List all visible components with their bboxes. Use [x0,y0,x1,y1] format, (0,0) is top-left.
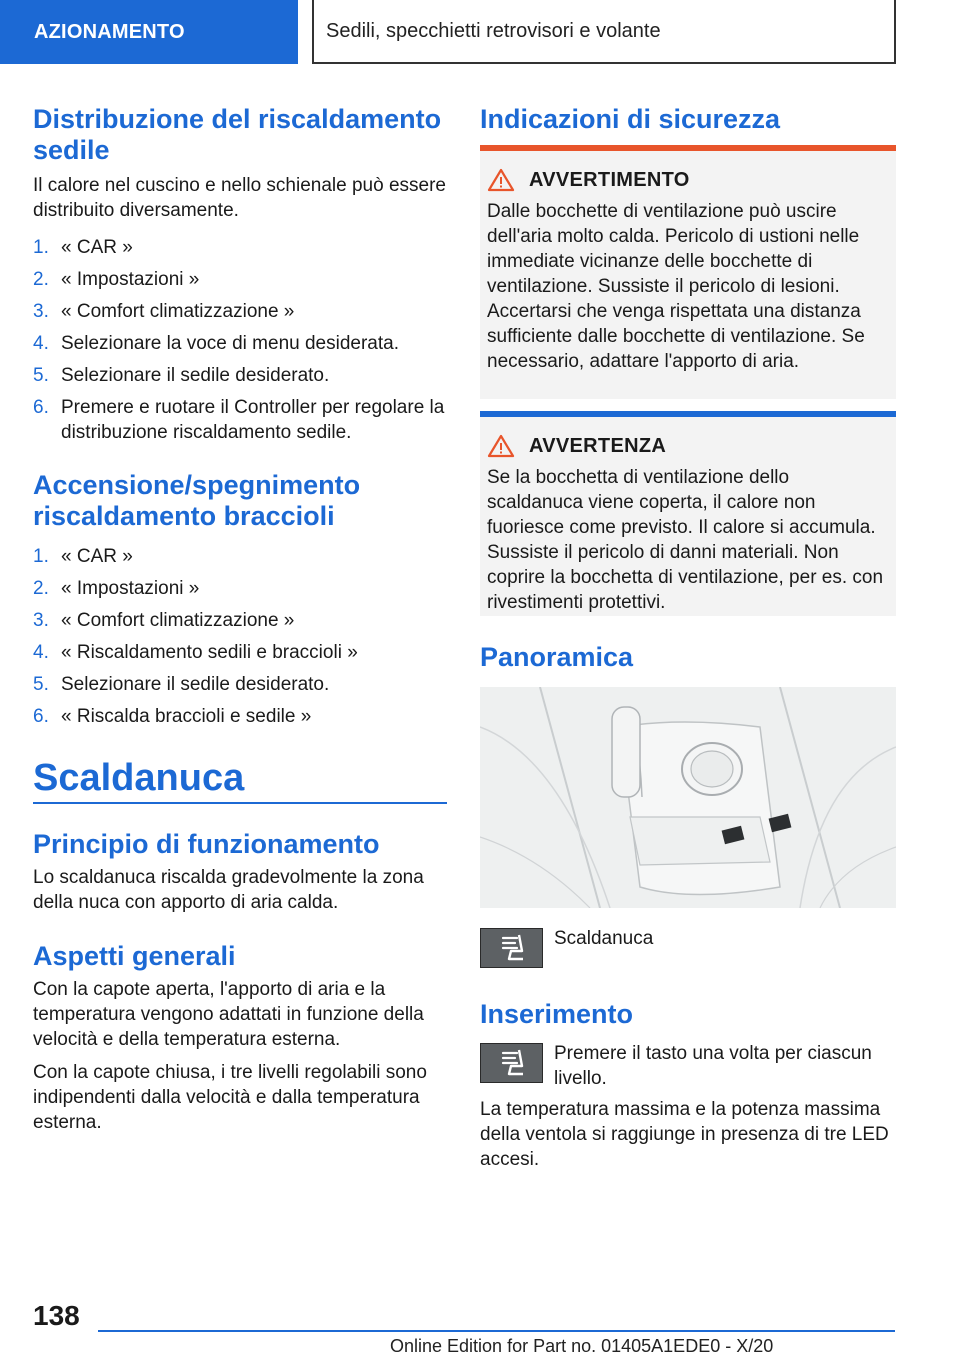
list-item: 1. « CAR » [33,237,133,258]
warning-label: AVVERTIMENTO [529,168,690,191]
section-text: Lo scaldanuca riscalda gradevolmente la zona della nuca con apporto di aria calda. [33,867,424,913]
section-text: Con la capote aperta, l'apporto di aria e la temperatura vengono adattati in funzione della velocità e della temperatura esterna. [33,979,424,1050]
section-label: AZIONAMENTO [34,20,185,43]
image-caption: Scaldanuca [554,928,654,949]
title-underline [33,802,447,804]
warning-heading [487,167,888,193]
list-item: 5. Selezionare il sedile desiderato. [33,365,330,386]
insert-instruction: Premere il tasto una volta per ciascun livello. [554,1043,872,1089]
list-item: 5. Selezionare il sedile desiderato. [33,674,330,695]
section-title: Distribuzione del riscaldamento sedile [33,104,442,165]
warning-box [480,145,896,399]
warning-bar [480,145,896,151]
section-armrest-heating [33,470,447,736]
caution-bar [480,411,896,417]
list-item: 6. « Riscalda braccioli e sedile » [33,706,312,727]
section-title: Accensione/spegnimento riscaldamento braccioli [33,470,361,531]
neck-warmer-seat-icon [481,929,542,967]
list-item: 6. Premere e ruotare il Controller per regolare la distribuzione riscaldamento sedile. [33,397,445,443]
section-title: Aspetti generali [33,941,236,971]
list-item: 4. « Riscaldamento sedili e braccioli » [33,642,358,663]
section-tab[interactable] [0,0,298,64]
neck-warmer-button-icon [480,928,543,968]
center-console-image [480,687,896,908]
page-number: 138 [33,1300,80,1331]
list-item: 4. Selezionare la voce di menu desiderata. [33,333,399,354]
list-item: 2. « Impostazioni » [33,578,200,599]
caution-text: Se la bocchetta di ventilazione dello scaldanuca viene coperta, il calore non fuoriesce come previsto. Il calore si accumula. Sussiste il pericolo di danni materiali. Non coprire la bocchetta di ventilazione, per es. con rivestimenti protettivi. [487,467,884,613]
section-text: Con la capote chiusa, i tre livelli regolabili sono indipendenti dalla velocità e dalla temperatura esterna. [33,1062,427,1133]
safety-title: Indicazioni di sicurezza [480,104,781,134]
section-principle [33,829,447,915]
warning-triangle-icon [487,434,515,458]
section-seat-heat-distribution [33,104,447,452]
caution-label: AVVERTENZA [529,434,667,457]
caution-heading [487,433,888,459]
list-item: 1. « CAR » [33,546,133,567]
overview-title: Panoramica [480,642,634,672]
warning-text: Dalle bocchette di ventilazione può uscire dell'aria molto calda. Pericolo di ustioni nelle immediate vicinanze delle bocchette di ventilazione. Sussiste il pericolo di lesioni. Accertarsi che venga rispettata una distanza sufficiente dalle bocchette di ventilazione. Se necessario, adattare l'apporto di aria. [487,201,865,372]
section-intro: Il calore nel cuscino e nello schienale può essere distribuito diversamente. [33,175,446,221]
section-general [33,941,447,1135]
insert-title: Inserimento [480,999,634,1029]
center-console-illustration [480,687,896,908]
list-item: 2. « Impostazioni » [33,269,200,290]
steps-list [33,544,447,729]
chapter-title: Scaldanuca [33,757,245,799]
steps-list [33,235,447,445]
insert-paragraph: La temperatura massima e la potenza massima della ventola si raggiunge in presenza di tre LED accesi. [480,1099,889,1170]
neck-warmer-seat-icon [481,1044,542,1082]
caution-box [480,411,896,616]
list-item: 3. « Comfort climatizzazione » [33,610,295,631]
neck-warmer-button-icon [480,1043,543,1083]
footer-rule [98,1330,895,1332]
edition-text: Online Edition for Part no. 01405A1EDE0 - X/20 [390,1336,774,1356]
list-item: 3. « Comfort climatizzazione » [33,301,295,322]
chapter-label: Sedili, specchietti retrovisori e volante [326,19,661,42]
section-title: Principio di funzionamento [33,829,380,859]
warning-triangle-icon [487,168,515,192]
chapter-header [312,0,896,64]
